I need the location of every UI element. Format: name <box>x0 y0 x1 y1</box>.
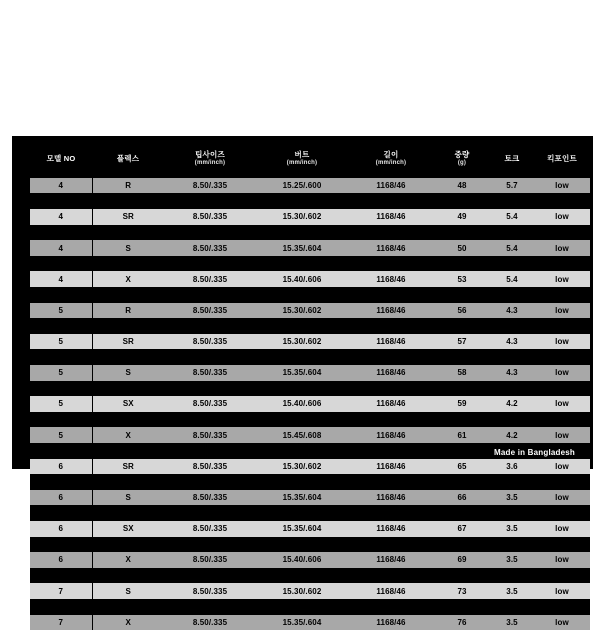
table-cell: 5.4 <box>490 240 534 256</box>
table-cell: S <box>92 365 164 381</box>
table-cell: 5 <box>30 365 92 381</box>
row-separator <box>30 568 590 584</box>
table-cell: low <box>534 334 590 350</box>
column-header-label: 킥포인트 <box>547 154 577 163</box>
table-cell: low <box>534 240 590 256</box>
table-cell: SX <box>92 521 164 537</box>
made-in-label: Made in Bangladesh <box>494 448 575 457</box>
table-cell: 3.5 <box>490 490 534 506</box>
table-cell: 65 <box>434 459 490 475</box>
row-separator-cell <box>30 193 590 209</box>
table-cell: 4 <box>30 209 92 225</box>
table-cell: 8.50/.335 <box>164 396 256 412</box>
table-cell: 5 <box>30 396 92 412</box>
row-separator-cell <box>30 318 590 334</box>
table-cell: 3.5 <box>490 521 534 537</box>
table-cell: 73 <box>434 583 490 599</box>
table-row <box>30 334 590 350</box>
row-separator <box>30 193 590 209</box>
table-cell: 6 <box>30 552 92 568</box>
table-cell: 4 <box>30 178 92 194</box>
table-cell: 1168/46 <box>348 521 434 537</box>
table-cell: low <box>534 552 590 568</box>
column-header-model-no <box>30 150 92 178</box>
table-cell: 50 <box>434 240 490 256</box>
table-header <box>30 150 590 178</box>
table-cell: 15.35/.604 <box>256 615 348 630</box>
table-cell: 1168/46 <box>348 303 434 319</box>
table-cell: 3.5 <box>490 615 534 630</box>
row-separator-cell <box>30 568 590 584</box>
column-header-unit: (mm/inch) <box>164 160 256 168</box>
table-cell: low <box>534 521 590 537</box>
table-cell: 8.50/.335 <box>164 303 256 319</box>
table-cell: 1168/46 <box>348 459 434 475</box>
table-row <box>30 583 590 599</box>
table-row <box>30 552 590 568</box>
table-row <box>30 303 590 319</box>
table-cell: 61 <box>434 427 490 443</box>
table-cell: 58 <box>434 365 490 381</box>
table-cell: 1168/46 <box>348 583 434 599</box>
table-row <box>30 365 590 381</box>
table-cell: SR <box>92 334 164 350</box>
table-cell: 15.40/.606 <box>256 552 348 568</box>
table-cell: 8.50/.335 <box>164 459 256 475</box>
row-separator <box>30 599 590 615</box>
table-cell: 5.4 <box>490 271 534 287</box>
table-cell: X <box>92 271 164 287</box>
table-cell: 59 <box>434 396 490 412</box>
table-cell: 56 <box>434 303 490 319</box>
table-cell: 67 <box>434 521 490 537</box>
column-header-tip-size <box>164 150 256 178</box>
table-cell: low <box>534 303 590 319</box>
table-cell: 15.35/.604 <box>256 240 348 256</box>
table-cell: 8.50/.335 <box>164 178 256 194</box>
table-cell: 4.2 <box>490 427 534 443</box>
row-separator <box>30 318 590 334</box>
table-cell: 66 <box>434 490 490 506</box>
table-header-row <box>30 150 590 178</box>
table-cell: X <box>92 427 164 443</box>
row-separator <box>30 349 590 365</box>
table-cell: 4 <box>30 271 92 287</box>
table-cell: 1168/46 <box>348 396 434 412</box>
table-cell: 4.3 <box>490 303 534 319</box>
table-row <box>30 271 590 287</box>
table-cell: R <box>92 303 164 319</box>
row-separator <box>30 256 590 272</box>
table-cell: 5.7 <box>490 178 534 194</box>
table-cell: 5.4 <box>490 209 534 225</box>
table-cell: 15.35/.604 <box>256 521 348 537</box>
row-separator <box>30 287 590 303</box>
row-separator-cell <box>30 474 590 490</box>
table-cell: 8.50/.335 <box>164 552 256 568</box>
table-cell: 6 <box>30 521 92 537</box>
table-cell: low <box>534 583 590 599</box>
table-cell: 3.6 <box>490 459 534 475</box>
table-cell: 8.50/.335 <box>164 240 256 256</box>
column-header-label: 길이 <box>384 150 399 159</box>
table-cell: S <box>92 490 164 506</box>
column-header-label: 팁사이즈 <box>195 150 225 159</box>
table-cell: 15.45/.608 <box>256 427 348 443</box>
table-cell: 4.3 <box>490 365 534 381</box>
row-separator <box>30 225 590 241</box>
table-cell: S <box>92 240 164 256</box>
table-cell: 57 <box>434 334 490 350</box>
table-row <box>30 490 590 506</box>
spec-table-wrapper <box>30 150 575 630</box>
table-cell: 53 <box>434 271 490 287</box>
table-cell: 7 <box>30 583 92 599</box>
table-cell: 8.50/.335 <box>164 334 256 350</box>
spec-card <box>12 136 593 469</box>
column-header-flex <box>92 150 164 178</box>
row-separator-cell <box>30 599 590 615</box>
table-row <box>30 521 590 537</box>
table-cell: 8.50/.335 <box>164 427 256 443</box>
column-header-unit: (mm/inch) <box>256 160 348 168</box>
row-separator-cell <box>30 412 590 428</box>
row-separator-cell <box>30 505 590 521</box>
table-row <box>30 240 590 256</box>
table-cell: SR <box>92 209 164 225</box>
table-cell: 49 <box>434 209 490 225</box>
table-cell: 15.30/.602 <box>256 334 348 350</box>
table-cell: 3.5 <box>490 583 534 599</box>
table-cell: 1168/46 <box>348 615 434 630</box>
table-cell: 15.35/.604 <box>256 490 348 506</box>
table-cell: 8.50/.335 <box>164 521 256 537</box>
table-cell: 5 <box>30 427 92 443</box>
table-cell: 4.2 <box>490 396 534 412</box>
table-cell: 3.5 <box>490 552 534 568</box>
table-cell: 1168/46 <box>348 427 434 443</box>
table-cell: 1168/46 <box>348 178 434 194</box>
column-header-torque <box>490 150 534 178</box>
table-cell: 1168/46 <box>348 365 434 381</box>
table-cell: 8.50/.335 <box>164 365 256 381</box>
table-cell: 69 <box>434 552 490 568</box>
table-cell: 1168/46 <box>348 490 434 506</box>
column-header-label: 토크 <box>505 154 520 163</box>
table-cell: S <box>92 583 164 599</box>
table-cell: R <box>92 178 164 194</box>
table-cell: 8.50/.335 <box>164 271 256 287</box>
row-separator <box>30 505 590 521</box>
row-separator-cell <box>30 537 590 553</box>
table-cell: 76 <box>434 615 490 630</box>
table-cell: low <box>534 427 590 443</box>
table-row <box>30 615 590 630</box>
table-cell: 1168/46 <box>348 240 434 256</box>
table-cell: 5 <box>30 303 92 319</box>
table-cell: SX <box>92 396 164 412</box>
column-header-label: 버트 <box>295 150 310 159</box>
row-separator <box>30 381 590 397</box>
table-cell: low <box>534 396 590 412</box>
table-cell: 8.50/.335 <box>164 615 256 630</box>
table-row <box>30 209 590 225</box>
table-row <box>30 427 590 443</box>
table-cell: 15.30/.602 <box>256 303 348 319</box>
table-cell: 6 <box>30 490 92 506</box>
column-header-unit: (g) <box>434 160 490 168</box>
column-header-unit: (mm/inch) <box>348 160 434 168</box>
column-header-label: 중량 <box>455 150 470 159</box>
table-cell: low <box>534 178 590 194</box>
table-cell: low <box>534 490 590 506</box>
table-cell: 1168/46 <box>348 334 434 350</box>
table-cell: 8.50/.335 <box>164 490 256 506</box>
table-row <box>30 178 590 194</box>
row-separator <box>30 412 590 428</box>
table-cell: 4.3 <box>490 334 534 350</box>
row-separator-cell <box>30 225 590 241</box>
table-cell: 8.50/.335 <box>164 583 256 599</box>
table-cell: 15.30/.602 <box>256 209 348 225</box>
table-cell: 4 <box>30 240 92 256</box>
table-cell: X <box>92 615 164 630</box>
column-header-length <box>348 150 434 178</box>
table-cell: 48 <box>434 178 490 194</box>
table-cell: 5 <box>30 334 92 350</box>
column-header-butt <box>256 150 348 178</box>
column-header-label: 플렉스 <box>117 154 139 163</box>
row-separator-cell <box>30 287 590 303</box>
table-cell: low <box>534 209 590 225</box>
table-row <box>30 396 590 412</box>
row-separator-cell <box>30 256 590 272</box>
table-cell: low <box>534 365 590 381</box>
table-body <box>30 178 590 630</box>
table-cell: X <box>92 552 164 568</box>
table-cell: 15.40/.606 <box>256 271 348 287</box>
specification-table <box>30 150 590 630</box>
table-cell: 15.30/.602 <box>256 459 348 475</box>
table-cell: 15.25/.600 <box>256 178 348 194</box>
table-cell: 1168/46 <box>348 271 434 287</box>
table-row <box>30 459 590 475</box>
table-cell: SR <box>92 459 164 475</box>
table-cell: 15.35/.604 <box>256 365 348 381</box>
row-separator <box>30 474 590 490</box>
table-cell: 15.40/.606 <box>256 396 348 412</box>
table-cell: 6 <box>30 459 92 475</box>
column-header-weight <box>434 150 490 178</box>
table-cell: 15.30/.602 <box>256 583 348 599</box>
column-header-kick-point <box>534 150 590 178</box>
row-separator-cell <box>30 381 590 397</box>
row-separator-cell <box>30 349 590 365</box>
table-cell: 1168/46 <box>348 209 434 225</box>
table-cell: 7 <box>30 615 92 630</box>
column-header-label: 모델 NO <box>47 154 76 163</box>
table-cell: low <box>534 271 590 287</box>
table-cell: 1168/46 <box>348 552 434 568</box>
table-cell: low <box>534 615 590 630</box>
table-cell: 8.50/.335 <box>164 209 256 225</box>
row-separator <box>30 537 590 553</box>
table-cell: low <box>534 459 590 475</box>
